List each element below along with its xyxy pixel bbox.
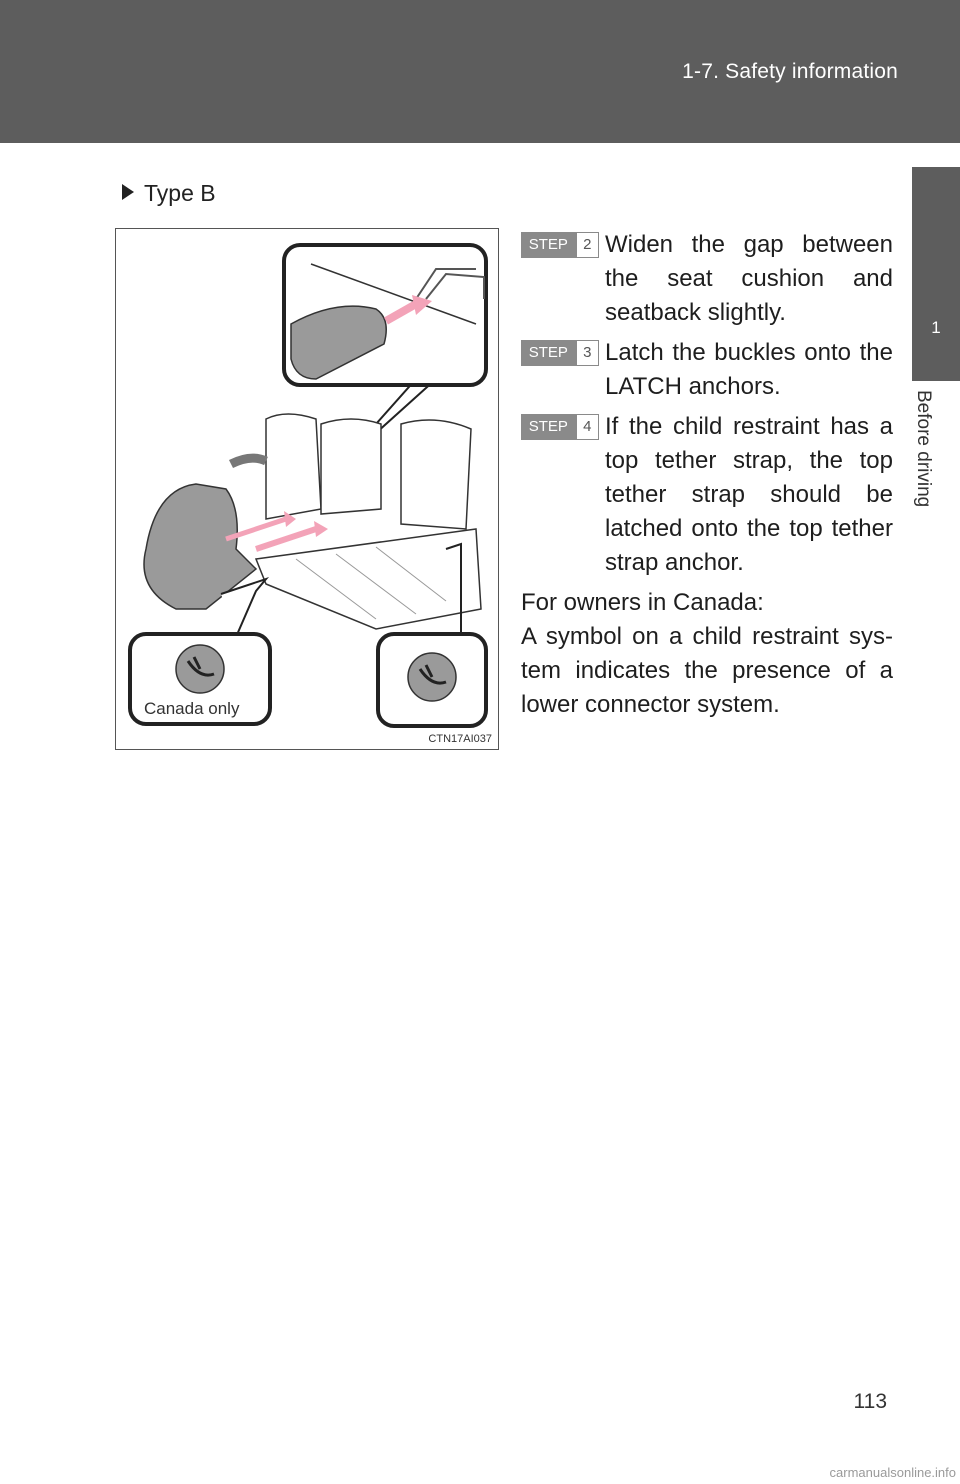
step-text: If the child restraint has a top tether strap, the top tether strap should be latched onto the top tether strap anchor. bbox=[605, 413, 893, 576]
step-badge bbox=[521, 414, 599, 440]
step-text: Latch the buckles onto the LATCH anchors. bbox=[605, 339, 893, 400]
step-text: Widen the gap between the seat cushion and seatback slightly. bbox=[605, 231, 893, 326]
step-badge-label: STEP bbox=[521, 340, 576, 366]
note-body: A symbol on a child restraint sys-tem indicates the presence of a lower connector system. bbox=[521, 623, 893, 718]
canada-only-label: Canada only bbox=[144, 699, 240, 718]
step-badge-number: 4 bbox=[576, 414, 599, 440]
note-heading: For owners in Canada: bbox=[521, 589, 764, 616]
chapter-number: 1 bbox=[931, 318, 941, 337]
rear-seat-illustration bbox=[116, 229, 498, 749]
step-badge-number: 2 bbox=[576, 232, 599, 258]
chapter-label bbox=[914, 390, 954, 540]
section-heading bbox=[122, 180, 216, 207]
header-title: 1-7. Safety information bbox=[682, 60, 898, 83]
step-2 bbox=[521, 228, 893, 330]
steps-column bbox=[521, 228, 893, 722]
triangle-bullet-icon bbox=[122, 184, 134, 200]
canada-note bbox=[521, 586, 893, 722]
page-header bbox=[0, 0, 960, 143]
section-heading-text: Type B bbox=[144, 180, 216, 206]
watermark: carmanualsonline.info bbox=[829, 1465, 956, 1480]
step-3 bbox=[521, 336, 893, 404]
step-badge-number: 3 bbox=[576, 340, 599, 366]
page-number: 113 bbox=[853, 1390, 887, 1413]
step-badge bbox=[521, 340, 599, 366]
step-badge bbox=[521, 232, 599, 258]
figure-code: CTN17AI037 bbox=[428, 733, 492, 745]
illustration bbox=[115, 228, 499, 750]
step-badge-label: STEP bbox=[521, 232, 576, 258]
step-4 bbox=[521, 410, 893, 580]
chapter-label-text: Before driving bbox=[913, 390, 934, 508]
step-badge-label: STEP bbox=[521, 414, 576, 440]
chapter-tab bbox=[912, 167, 960, 381]
